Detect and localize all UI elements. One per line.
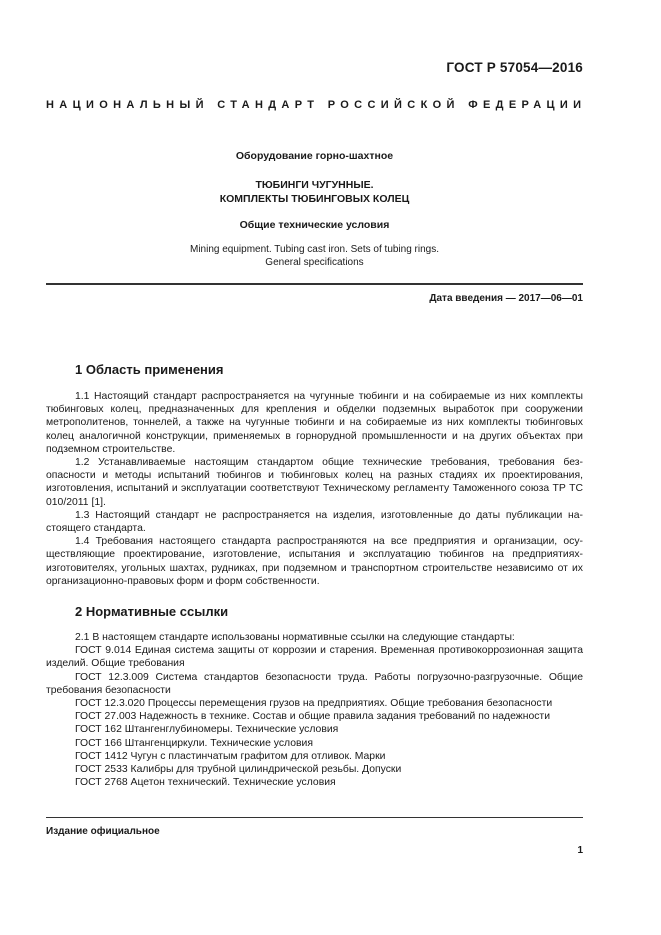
page-number: 1: [577, 845, 583, 856]
title-divider: [46, 283, 583, 285]
section-2-body: [46, 631, 583, 789]
paragraph-1-4: 1.4 Требования настоящего стандарта распространяются на все предприятия и организации, осуществляющие проектирование, изготовление, испытания и эксплуатацию тюбингов на предприятиях-изготовителях, угольных шахтах, рудниках, при подземном и транспортном строительстве независимо от их организационно-правовых форм и форм собственности.: [46, 536, 583, 587]
section-2-heading: 2 Нормативные ссылки: [75, 604, 229, 619]
document-code: ГОСТ Р 57054—2016: [446, 60, 583, 75]
standard-title: [46, 178, 583, 206]
paragraph-1-2: 1.2 Устанавливаемые настоящим стандартом общие технические требования, требования безопасности и методы испытаний тюбингов и тюбинговых колец на разных стадиях их проектирования, изготовления, испытаний и эксплуатации соответствуют Техническому регламенту Таможенного союза ТР ТС 010/2011 [1].: [46, 457, 583, 508]
reference-item: ГОСТ 27.003 Надежность в технике. Состав и общие правила задания требований по надежности: [75, 711, 550, 723]
introduction-date: Дата введения — 2017—06—01: [429, 293, 583, 304]
english-title-line2: General specifications: [265, 257, 364, 268]
reference-item: ГОСТ 12.3.009 Система стандартов безопасности труда. Работы погрузочно-разгрузочные. Общие требования безопасности: [46, 671, 583, 696]
national-standard-banner: НАЦИОНАЛЬНЫЙ СТАНДАРТ РОССИЙСКОЙ ФЕДЕРАЦИИ: [46, 99, 587, 111]
reference-item: ГОСТ 166 Штангенциркули. Технические условия: [75, 737, 313, 749]
standard-title-line1: ТЮБИНГИ ЧУГУННЫЕ.: [255, 179, 374, 191]
paragraph-1-1: 1.1 Настоящий стандарт распространяется на чугунные тюбинги и на собираемые из них комплекты тюбинговых колец, предназначенных для крепления и обделки подземных выработок при сооружении метрополитенов, тоннелей, а также на чугунные тюбинги и на собираемые из них комплекты тюбинговых колец аналогичной конструкции, применяемых в горнорудной промышленности и на других объектах при подземном строительстве.: [46, 391, 583, 455]
reference-item: ГОСТ 12.3.020 Процессы перемещения грузов на предприятиях. Общие требования безопасности: [75, 698, 553, 710]
standard-subtitle: Общие технические условия: [239, 219, 390, 231]
paragraph-2-1: 2.1 В настоящем стандарте использованы нормативные ссылки на следующие стандарты:: [75, 632, 515, 643]
section-1-body: [46, 390, 583, 588]
reference-item: ГОСТ 9.014 Единая система защиты от коррозии и старения. Временная противокоррозионная защита изделий. Общие требования: [46, 645, 583, 670]
english-title: [46, 243, 583, 269]
paragraph-1-3: 1.3 Настоящий стандарт не распространяется на изделия, изготовленные до даты публикации настоящего стандарта.: [46, 509, 583, 535]
footer-divider: [46, 817, 583, 818]
english-title-line1: Mining equipment. Tubing cast iron. Sets of tubing rings.: [189, 244, 440, 255]
standard-title-line2: КОМПЛЕКТЫ ТЮБИНГОВЫХ КОЛЕЦ: [219, 193, 410, 205]
official-edition-label: Издание официальное: [46, 826, 160, 837]
standard-category: Оборудование горно-шахтное: [235, 150, 394, 162]
reference-item: ГОСТ 162 Штангенглубиномеры. Технические условия: [75, 724, 339, 736]
reference-item: ГОСТ 2533 Калибры для трубной цилиндрической резьбы. Допуски: [75, 764, 402, 776]
reference-item: ГОСТ 2768 Ацетон технический. Технические условия: [75, 777, 336, 789]
section-1-heading: 1 Область применения: [75, 362, 224, 377]
reference-item: ГОСТ 1412 Чугун с пластинчатым графитом для отливок. Марки: [75, 750, 386, 762]
